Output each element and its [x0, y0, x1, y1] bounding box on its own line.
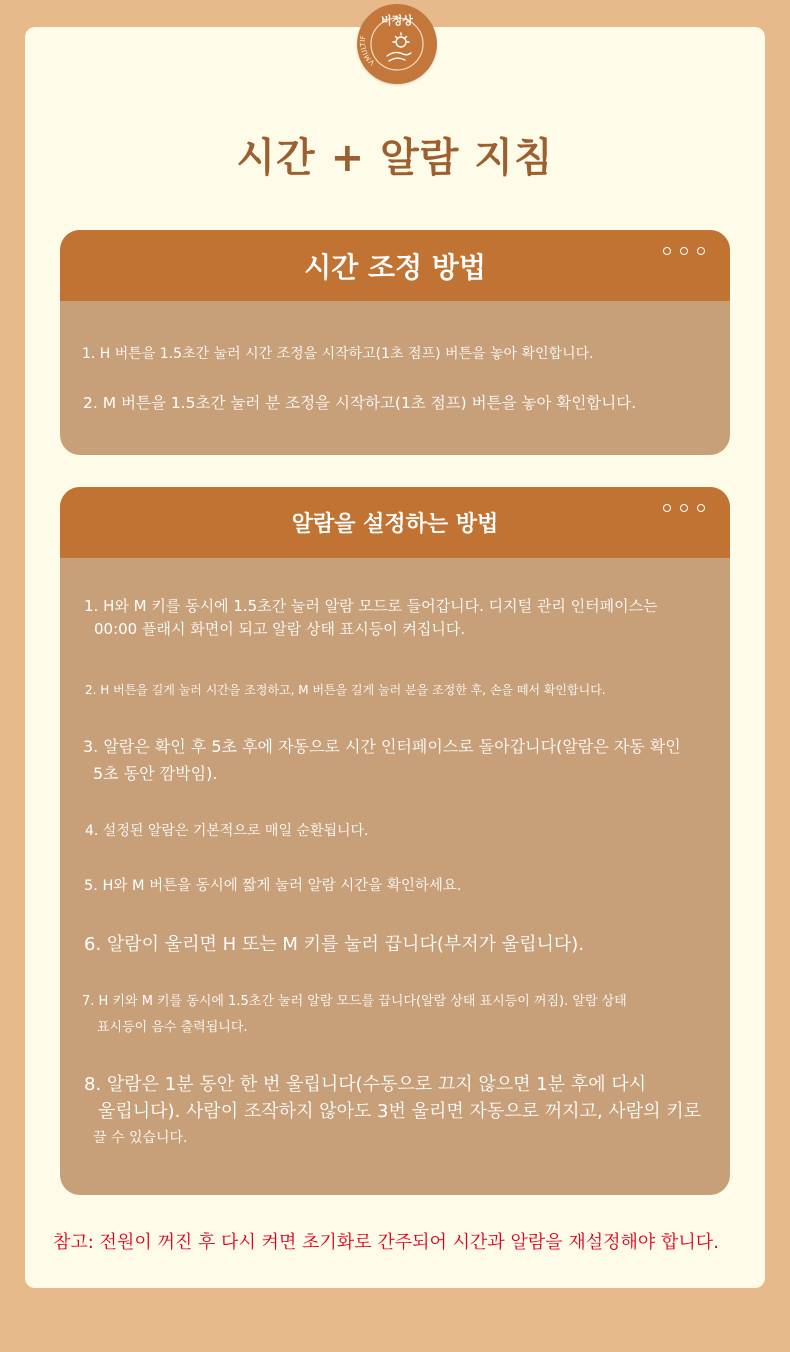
alarm-step-8: 8. 알람은 1분 동안 한 번 울립니다(수동으로 끄지 않으면 1분 후에 다시 울립니다). 사람이 조작하지 않아도 3번 울리면 자동으로 꺼지고, 사람의 키로 끌 수 있습니다. [84, 1074, 702, 1146]
logo-side-text: VMULTIF [358, 34, 377, 67]
section-title: 시간 조정 방법 [304, 251, 486, 284]
section-header [60, 487, 730, 558]
section-header [60, 230, 730, 301]
dots-icon [663, 504, 705, 512]
dots-icon [663, 247, 705, 255]
time-step-1: 1. H 버튼을 1.5초간 눌러 시간 조정을 시작하고(1초 점프) 버튼을 놓아 확인합니다. [82, 346, 594, 362]
alarm-step-6: 6. 알람이 울리면 H 또는 M 키를 눌러 끕니다(부저가 울립니다). [84, 934, 585, 955]
alarm-step-7: 7. H 키와 M 키를 동시에 1.5초간 눌러 알람 모드를 끕니다(알람 상태 표시등이 꺼짐). 알람 상태 표시등이 음수 출력됩니다. [82, 994, 627, 1035]
time-adjust-section [60, 230, 730, 455]
alarm-step-1: 1. H와 M 키를 동시에 1.5초간 눌러 알람 모드로 들어갑니다. 디지털 관리 인터페이스는 00:00 플래시 화면이 되고 알람 상태 표시등이 켜집니다. [84, 597, 658, 638]
alarm-step-5: 5. H와 M 버튼을 동시에 짧게 눌러 알람 시간을 확인하세요. [84, 878, 462, 894]
alarm-step-2: 2. H 버튼을 길게 눌러 시간을 조정하고, M 버튼을 길게 눌러 분을 조정한 후, 손을 떼서 확인합니다. [85, 683, 606, 697]
time-step-2: 2. M 버튼을 1.5초간 눌러 분 조정을 시작하고(1초 점프) 버튼을 놓아 확인합니다. [83, 394, 637, 412]
brand-logo [357, 4, 437, 84]
logo-brand-text: 비정상 [381, 14, 413, 27]
page-title: 시간 + 알람 지침 [236, 135, 554, 181]
reset-note: 참고: 전원이 꺼진 후 다시 켜면 초기화로 간주되어 시간과 알람을 재설정해야 합니다. [53, 1232, 719, 1253]
alarm-setting-section [60, 487, 730, 1195]
lightbulb-icon [387, 33, 411, 61]
alarm-step-3: 3. 알람은 확인 후 5초 후에 자동으로 시간 인터페이스로 돌아갑니다(알람은 자동 확인 5초 동안 깜박임). [83, 737, 681, 783]
section-title: 알람을 설정하는 방법 [291, 512, 499, 537]
svg-text:VMULTIF [359, 35, 376, 67]
alarm-step-4: 4. 설정된 알람은 기본적으로 매일 순환됩니다. [85, 823, 369, 839]
